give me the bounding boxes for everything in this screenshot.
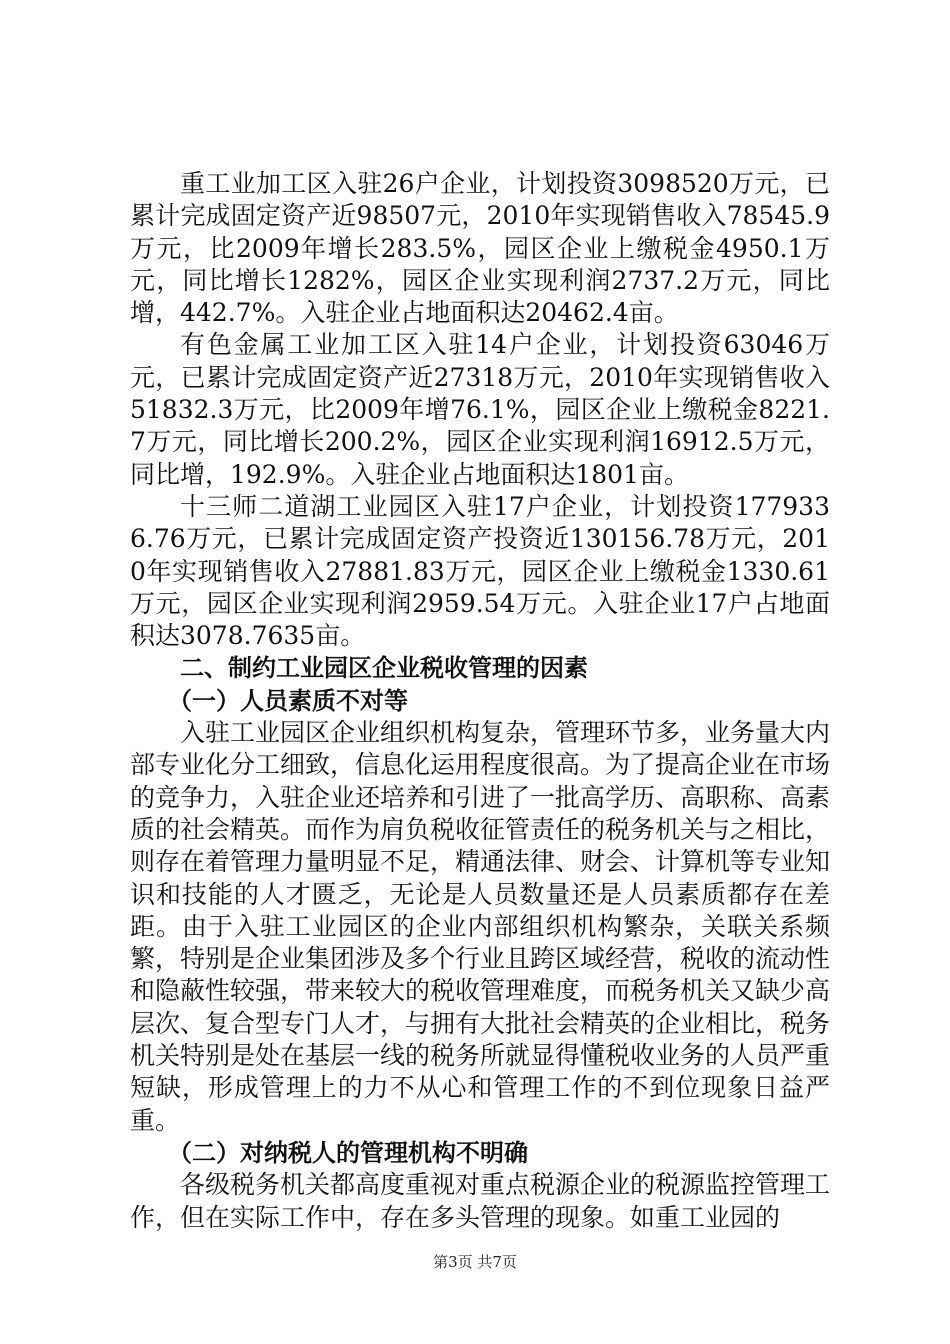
subsection-heading-management-agency: （二）对纳税人的管理机构不明确 bbox=[168, 1138, 528, 1167]
document-body bbox=[130, 168, 830, 1234]
paragraph-management-agency: 各级税务机关都高度重视对重点税源企业的税源监控管理工作，但在实际工作中，存在多头管理的现象。如重工业园的 bbox=[130, 1170, 831, 1232]
paragraph-nonferrous-metal-zone: 有色金属工业加工区入驻14户企业，计划投资63046万元，已累计完成固定资产近27318万元，2010年实现销售收入51832.3万元，比2009年增76.1%，园区企业上缴税金8221.7万元，同比增长200.2%，园区企业实现利润16912.5万元，同比增，192.9%。入驻企业占地面积达1801亩。 bbox=[130, 330, 830, 489]
paragraph-erdaohu-industrial-park: 十三师二道湖工业园区入驻17户企业，计划投资1779336.76万元，已累计完成固定资产投资近130156.78万元，2010年实现销售收入27881.83万元，园区企业上缴税金1330.61万元，园区企业实现利润2959.54万元。入驻企业17户占地面积达3078.7635亩。 bbox=[130, 491, 830, 651]
paragraph-staff-quality: 入驻工业园区企业组织机构复杂，管理环节多，业务量大内部专业化分工细致，信息化运用程度很高。为了提高企业在市场的竞争力，入驻企业还培养和引进了一批高学历、高职称、高素质的社会精英。而作为肩负税收征管责任的税务机关与之相比，则存在着管理力量明显不足，精通法律、财会、计算机等专业知识和技能的人才匮乏，无论是人员数量还是人员素质都存在差距。由于入驻工业园区的企业内部组织机构繁杂，关联关系频繁，特别是企业集团涉及多个行业且跨区域经营，税收的流动性和隐蔽性较强，带来较大的税收管理难度，而税务机关又缺少高层次、复合型专门人才，与拥有大批社会精英的企业相比，税务机关特别是处在基层一线的税务所就显得懂税收业务的人员严重短缺，形成管理上的力不从心和管理工作的不到位现象日益严重。 bbox=[130, 718, 831, 1135]
section-heading: 二、制约工业园区企业税收管理的因素 bbox=[180, 654, 588, 683]
paragraph-heavy-industry-zone: 重工业加工区入驻26户企业，计划投资3098520万元，已累计完成固定资产近98507元，2010年实现销售收入78545.9万元，比2009年增长283.5%，园区企业上缴税金4950.1万元，同比增长1282%，园区企业实现利润2737.2万元，同比增，442.7%。入驻企业占地面积达20462.4亩。 bbox=[130, 169, 830, 328]
subsection-heading-staff-quality: （一）人员素质不对等 bbox=[168, 686, 408, 715]
page-number-footer: 第3页 共7页 bbox=[433, 1253, 517, 1271]
